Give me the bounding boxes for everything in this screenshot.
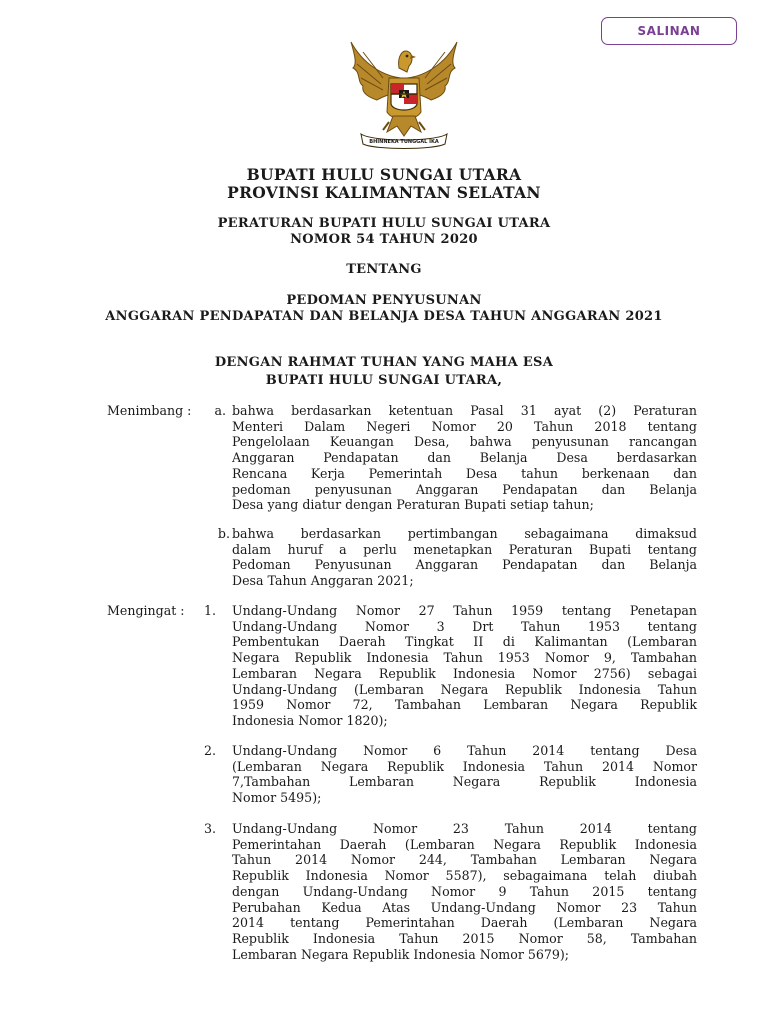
text-line: Pemerintahan Daerah (Lembaran Negara Republik Indonesia [232, 836, 697, 852]
preamble-line2: BUPATI HULU SUNGAI UTARA, [265, 373, 503, 388]
text-line: Undang-Undang Nomor 27 Tahun 1959 tentang Penetapan [232, 603, 697, 618]
mengingat-item-3 [232, 821, 697, 962]
text-line: Undang-Undang (Lembaran Negara Republik Indonesia Tahun [232, 681, 697, 697]
item-marker: a. [214, 403, 226, 418]
text-line: Lembaran Negara Republik Indonesia Nomor 5679); [232, 946, 570, 962]
text-line: dalam huruf a perlu menetapkan Peraturan Bupati tentang [232, 541, 697, 557]
text-line: Perubahan Kedua Atas Undang-Undang Nomor 23 Tahun [232, 899, 697, 915]
text-line: Negara Republik Indonesia Tahun 1953 Nomor 9, Tambahan [232, 650, 697, 666]
menimbang-item-a [232, 403, 697, 513]
text-line: pedoman penyusunan Anggaran Pendapatan dan Belanja [232, 481, 697, 497]
regulation-about: TENTANG [346, 262, 422, 277]
text-line: Nomor 5495); [232, 790, 322, 806]
text-line: Indonesia Nomor 1820); [232, 712, 388, 728]
text-line: 1959 Nomor 72, Tambahan Lembaran Negara Republik [232, 697, 697, 713]
text-line: Tahun 2014 Nomor 244, Tambahan Lembaran Negara [232, 852, 697, 868]
text-line: Desa Tahun Anggaran 2021; [232, 573, 414, 589]
text-line: 7,Tambahan Lembaran Negara Republik Indonesia [232, 774, 697, 790]
header-line1: BUPATI HULU SUNGAI UTARA [246, 165, 522, 184]
item-marker: 1. [203, 603, 216, 618]
item-marker: 3. [203, 821, 216, 836]
text-line: Undang-Undang Nomor 6 Tahun 2014 tentang Desa [232, 743, 697, 758]
item-marker: b. [217, 526, 230, 541]
mengingat-item-2 [232, 743, 697, 806]
text-line: Rencana Kerja Pemerintah Desa tahun berkenaan dan [232, 465, 697, 481]
text-line: 2014 tentang Pemerintahan Daerah (Lembaran Negara [232, 915, 697, 931]
mengingat-item-1 [232, 603, 697, 729]
regulation-title-line2: NOMOR 54 TAHUN 2020 [290, 232, 478, 247]
text-line: bahwa berdasarkan ketentuan Pasal 31 ayat (2) Peraturan [232, 403, 697, 418]
salinan-stamp: SALINAN [601, 17, 737, 45]
text-line: Pembentukan Daerah Tingkat II di Kalimantan (Lembaran [232, 634, 697, 650]
regulation-subject-line2: ANGGARAN PENDAPATAN DAN BELANJA DESA TAHUN ANGGARAN 2021 [105, 309, 663, 324]
menimbang-item-b [232, 526, 697, 589]
preamble-line1: DENGAN RAHMAT TUHAN YANG MAHA ESA [214, 355, 554, 370]
text-line: Pedoman Penyusunan Anggaran Pendapatan dan Belanja [232, 557, 697, 573]
text-line: Republik Indonesia Nomor 5587), sebagaimana telah diubah [232, 868, 697, 884]
text-line: Pengelolaan Keuangan Desa, bahwa penyusunan rancangan [232, 434, 697, 450]
text-line: Lembaran Negara Republik Indonesia Nomor 2756) sebagai [232, 665, 697, 681]
text-line: Anggaran Pendapatan dan Belanja Desa berdasarkan [232, 450, 697, 466]
text-line: dengan Undang-Undang Nomor 9 Tahun 2015 tentang [232, 883, 697, 899]
text-line: Republik Indonesia Tahun 2015 Nomor 58, Tambahan [232, 930, 697, 946]
regulation-title-line1: PERATURAN BUPATI HULU SUNGAI UTARA [217, 216, 551, 231]
text-line: Undang-Undang Nomor 23 Tahun 2014 tentang [232, 821, 697, 836]
text-line: Menteri Dalam Negeri Nomor 20 Tahun 2018 tentang [232, 418, 697, 434]
menimbang-label: Menimbang : [107, 403, 192, 418]
text-line: Undang-Undang Nomor 3 Drt Tahun 1953 tentang [232, 618, 697, 634]
header-line2: PROVINSI KALIMANTAN SELATAN [227, 183, 541, 202]
text-line: bahwa berdasarkan pertimbangan sebagaimana dimaksud [232, 526, 697, 541]
text-line: (Lembaran Negara Republik Indonesia Tahun 2014 Nomor [232, 758, 697, 774]
garuda-emblem-icon [343, 38, 465, 150]
text-line: Desa yang diatur dengan Peraturan Bupati setiap tahun; [232, 497, 594, 513]
regulation-subject-line1: PEDOMAN PENYUSUNAN [286, 293, 482, 308]
mengingat-label: Mengingat : [107, 603, 185, 618]
emblem-motto: BHINNEKA TUNGGAL IKA [369, 139, 439, 145]
item-marker: 2. [203, 743, 216, 758]
